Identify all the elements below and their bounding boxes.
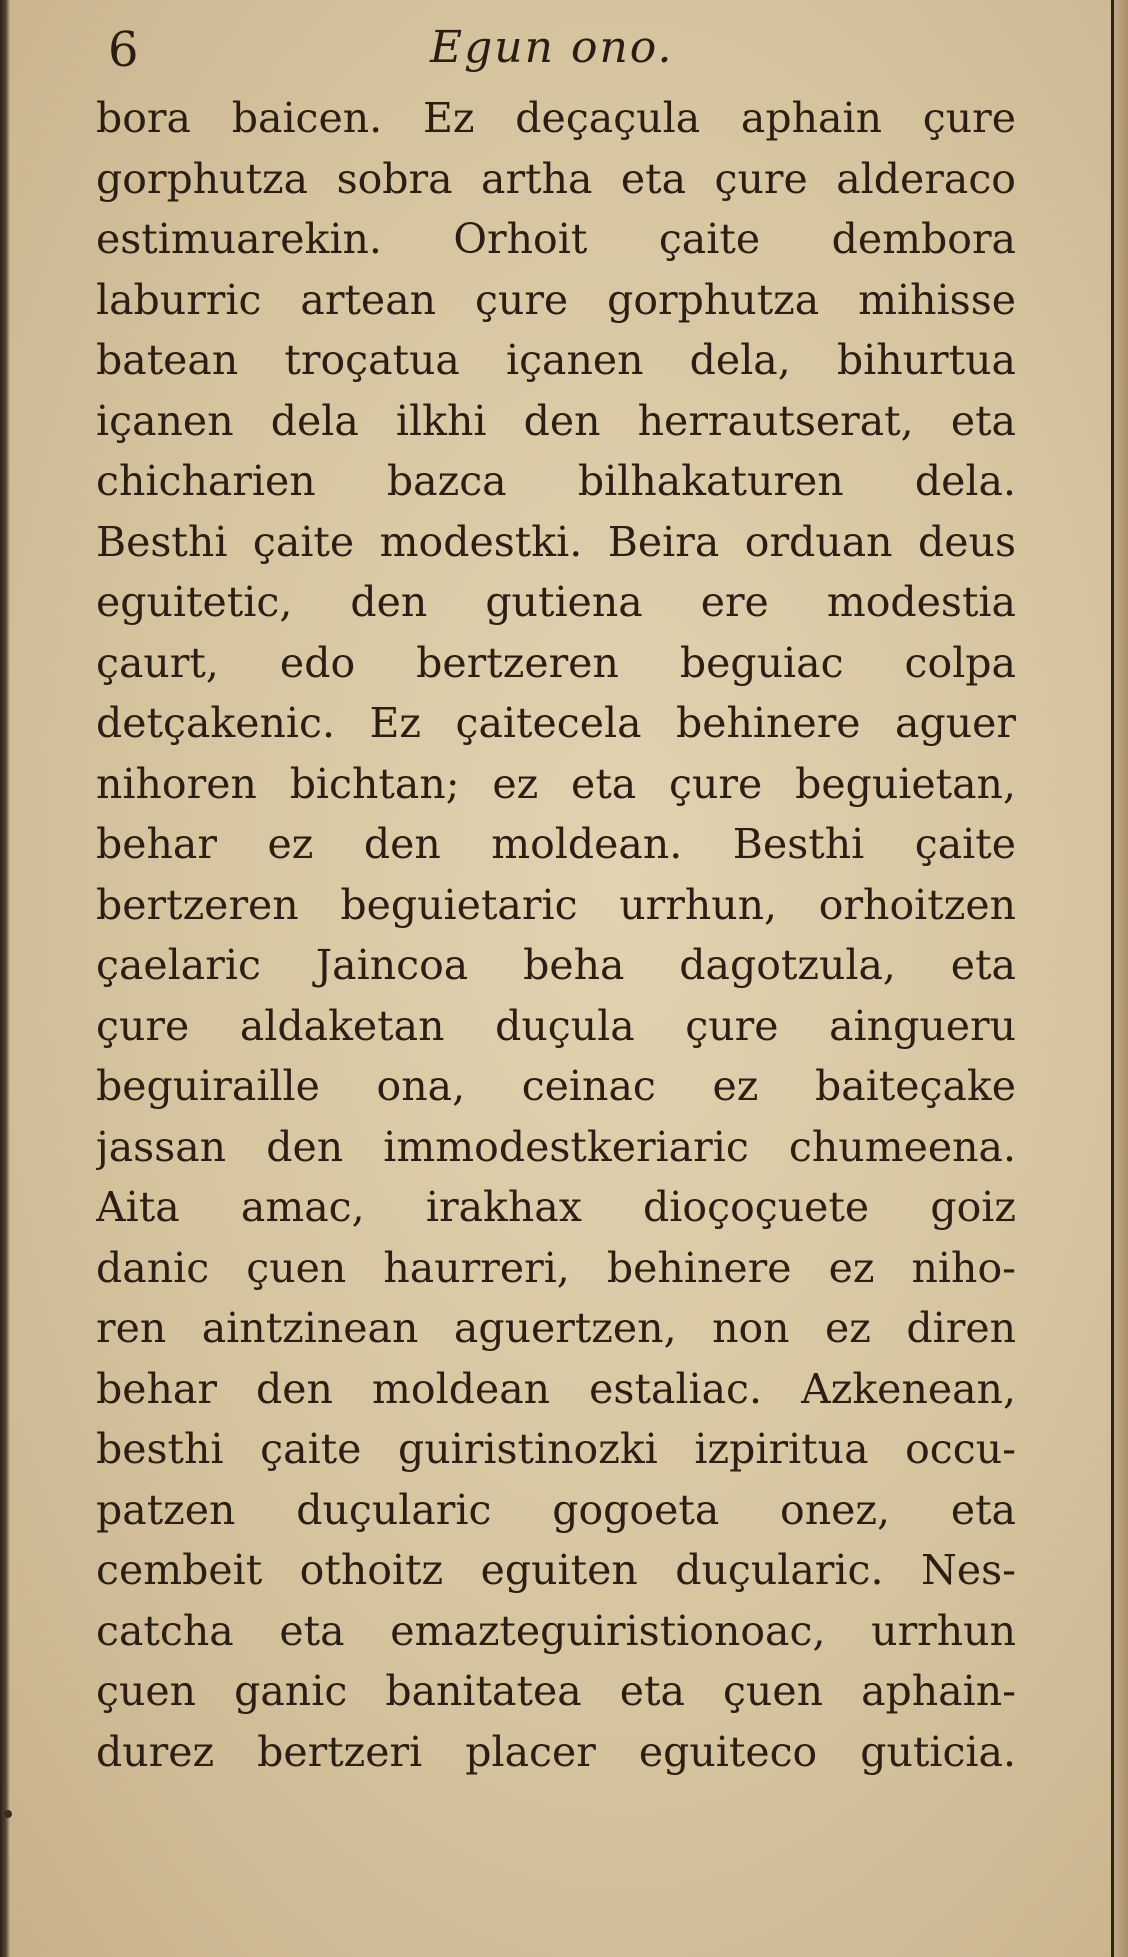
text-line: detçakenic. Ez çaitecela behinere aguer <box>96 699 1016 747</box>
text-line: nihoren bichtan; ez eta çure beguietan, <box>96 759 1016 808</box>
text-line: estimuarekin. Orhoit çaite dembora <box>96 215 1016 263</box>
text-line: beguiraille ona, ceinac ez baiteçake <box>96 1062 1016 1110</box>
text-line: durez bertzeri placer eguiteco guticia. <box>96 1727 1016 1776</box>
page-number: 6 <box>108 22 139 78</box>
text-line: catcha eta emazteguiristionoac, urrhun <box>96 1606 1016 1655</box>
text-line: ren aintzinean aguertzen, non ez diren <box>96 1304 1016 1352</box>
text-line: behar ez den moldean. Besthi çaite <box>96 820 1016 868</box>
text-line: çaurt, edo bertzeren beguiac colpa <box>96 638 1016 687</box>
text-line: gorphutza sobra artha eta çure alderaco <box>96 154 1016 203</box>
running-head: Egun ono. <box>430 22 674 73</box>
margin-dot <box>4 1810 12 1818</box>
text-line: içanen dela ilkhi den herrautserat, eta <box>96 396 1016 445</box>
page-border-rule <box>1111 0 1114 1957</box>
text-line: bertzeren beguietaric urrhun, orhoitzen <box>96 880 1016 929</box>
text-line: çure aldaketan duçula çure aingueru <box>96 1001 1016 1050</box>
page-edge-shadow <box>1114 0 1128 1957</box>
text-line: batean troçatua içanen dela, bihurtua <box>96 336 1016 384</box>
text-line: çaelaric Jaincoa beha dagotzula, eta <box>96 941 1016 989</box>
text-line: eguitetic, den gutiena ere modestia <box>96 578 1016 626</box>
text-line: behar den moldean estaliac. Azkenean, <box>96 1364 1016 1413</box>
text-line: cembeit othoitz eguiten duçularic. Nes- <box>96 1546 1016 1594</box>
text-line: jassan den immodestkeriaric chumeena. <box>96 1122 1016 1171</box>
text-line: Besthi çaite modestki. Beira orduan deus <box>96 517 1016 566</box>
text-line: danic çuen haurreri, behinere ez niho- <box>96 1243 1016 1292</box>
text-line: patzen duçularic gogoeta onez, eta <box>96 1485 1016 1534</box>
page-header <box>100 22 1000 92</box>
text-line: chicharien bazca bilhakaturen dela. <box>96 457 1016 505</box>
text-line: laburric artean çure gorphutza mihisse <box>96 275 1016 324</box>
text-line: çuen ganic banitatea eta çuen aphain- <box>96 1667 1016 1715</box>
body-text <box>96 88 1016 1782</box>
binding-edge <box>0 0 10 1957</box>
text-line: besthi çaite guiristinozki izpiritua occu- <box>96 1425 1016 1473</box>
text-line: Aita amac, irakhax dioçoçuete goiz <box>96 1183 1016 1231</box>
text-line: bora baicen. Ez deçaçula aphain çure <box>96 94 1016 142</box>
